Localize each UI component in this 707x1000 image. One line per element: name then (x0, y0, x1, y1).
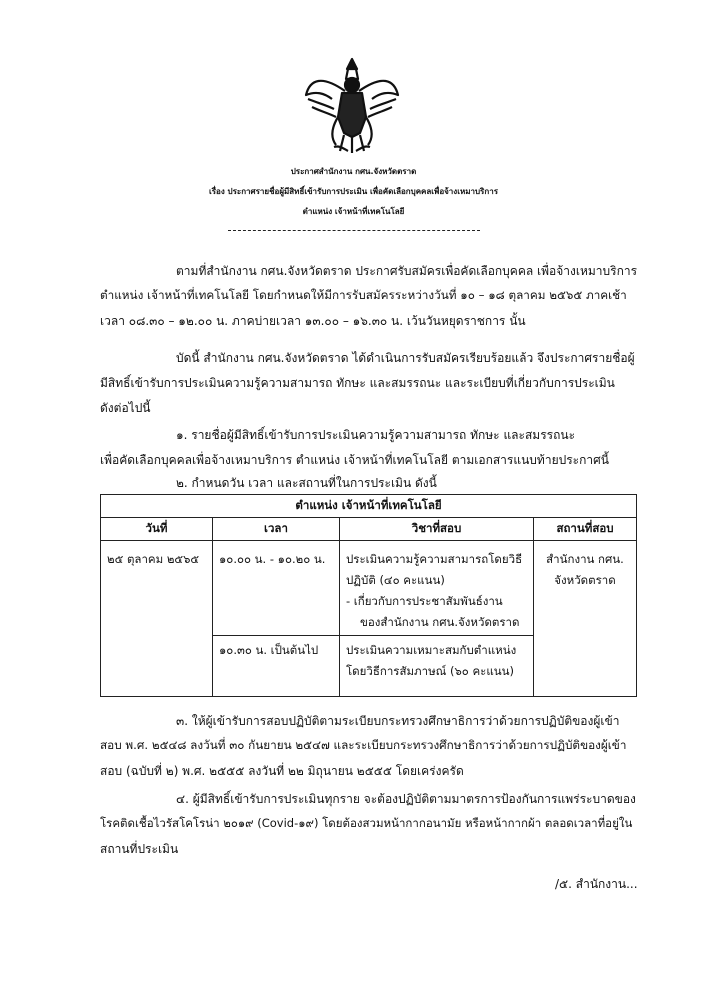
subject-line: ประเมินความเหมาะสมกับตำแหน่ง (346, 643, 517, 657)
item-4-line-1: ๔. ผู้มีสิทธิ์เข้ารับการประเมินทุกราย จะต้องปฏิบัติตามมาตรการป้องกันการแพร่ระบาดของ (176, 792, 636, 806)
garuda-emblem-icon (302, 55, 402, 155)
paragraph-2-line-2: มีสิทธิ์เข้ารับการประเมินความรู้ความสามารถ ทักษะ และสมรรถนะ และระเบียบที่เกี่ยวกับการประเมิน (100, 376, 615, 390)
col-header-time: เวลา (213, 518, 340, 541)
item-3-line-3: สอบ (ฉบับที่ ๒) พ.ศ. ๒๕๕๕ ลงวันที่ ๒๒ มิถุนายน ๒๕๕๕ โดยเคร่งครัด (100, 764, 464, 778)
announcement-title: ประกาศสำนักงาน กศน.จังหวัดตราด (290, 167, 417, 176)
place-line: สำนักงาน กศน. (546, 552, 624, 566)
item-2-line: ๒. กำหนดวัน เวลา และสถานที่ในการประเมิน ดังนี้ (176, 476, 437, 490)
exam-time: ๑๐.๐๐ น. - ๑๐.๒๐ น. (219, 552, 326, 566)
subject-line: โดยวิธีการสัมภาษณ์ (๖๐ คะแนน) (346, 664, 514, 678)
paragraph-2-line-1: บัดนี้ สำนักงาน กศน.จังหวัดตราด ได้ดำเนินการรับสมัครเรียบร้อยแล้ว จึงประกาศรายชื่อผู้ (176, 351, 635, 365)
subject-line: ประเมินความรู้ความสามารถโดยวิธี (346, 552, 523, 566)
item-4-line-3: สถานที่ประเมิน (100, 842, 179, 856)
announcement-position: ตำแหน่ง เจ้าหน้าที่เทคโนโลยี (302, 207, 405, 216)
item-3-line-1: ๓. ให้ผู้เข้ารับการสอบปฏิบัติตามระเบียบกระทรวงศึกษาธิการว่าด้วยการปฏิบัติของผู้เข้า (176, 714, 620, 728)
item-1-line-1: ๑. รายชื่อผู้มีสิทธิ์เข้ารับการประเมินความรู้ความสามารถ ทักษะ และสมรรถนะ (176, 428, 576, 442)
col-header-place: สถานที่สอบ (534, 518, 637, 541)
subject-line: ปฏิบัติ (๔๐ คะแนน) (346, 573, 445, 587)
table-title: ตำแหน่ง เจ้าหน้าที่เทคโนโลยี (101, 495, 637, 518)
place-line: จังหวัดตราด (554, 573, 616, 587)
col-header-subject: วิชาที่สอบ (340, 518, 534, 541)
table-header-row (101, 518, 637, 541)
paragraph-1-line-1: ตามที่สำนักงาน กศน.จังหวัดตราด ประกาศรับสมัครเพื่อคัดเลือกบุคคล เพื่อจ้างเหมาบริการ (176, 264, 638, 278)
header-divider (228, 230, 480, 231)
item-4-line-2: โรคติดเชื้อไวรัสโคโรน่า ๒๐๑๙ (Covid-๑๙) โดยต้องสวมหน้ากากอนามัย หรือหน้ากากผ้า ตลอดเวลาที่อยู่ใน (100, 816, 633, 830)
exam-time: ๑๐.๓๐ น. เป็นต้นไป (219, 643, 319, 657)
schedule-table (100, 494, 637, 697)
subject-bullet-cont: ของสำนักงาน กศน.จังหวัดตราด (360, 615, 520, 629)
subject-bullet: - เกี่ยวกับการประชาสัมพันธ์งาน (346, 594, 503, 608)
continued-reference: /๕. สำนักงาน... (555, 877, 638, 891)
paragraph-2-line-3: ดังต่อไปนี้ (100, 401, 151, 415)
subject-cell (340, 541, 534, 636)
col-header-date: วันที่ (101, 518, 213, 541)
time-cell (213, 541, 340, 636)
place-cell (534, 541, 637, 697)
announcement-subject: เรื่อง ประกาศรายชื่อผู้มีสิทธิ์เข้ารับการประเมิน เพื่อคัดเลือกบุคคลเพื่อจ้างเหมาบริการ (209, 187, 498, 196)
subject-cell (340, 636, 534, 697)
table-title-row (101, 495, 637, 518)
table-row (101, 541, 637, 636)
paragraph-1-line-2: ตำแหน่ง เจ้าหน้าที่เทคโนโลยี โดยกำหนดให้มีการรับสมัครระหว่างวันที่ ๑๐ – ๑๘ ตุลาคม ๒๕๖๕ ภาคเช้า (100, 288, 627, 302)
item-1-line-2: เพื่อคัดเลือกบุคคลเพื่อจ้างเหมาบริการ ตำแหน่ง เจ้าหน้าที่เทคโนโลยี ตามเอกสารแนบท้ายประกาศนี้ (100, 453, 609, 467)
item-3-line-2: สอบ พ.ศ. ๒๕๔๘ ลงวันที่ ๓๐ กันยายน ๒๕๔๗ และระเบียบกระทรวงศึกษาธิการว่าด้วยการปฏิบัติของผู้เข้า (100, 738, 627, 752)
date-cell (101, 541, 213, 697)
time-cell (213, 636, 340, 697)
exam-date: ๒๕ ตุลาคม ๒๕๖๕ (107, 552, 200, 566)
paragraph-1-line-3: เวลา ๐๘.๓๐ – ๑๒.๐๐ น. ภาคบ่ายเวลา ๑๓.๐๐ – ๑๖.๓๐ น. เว้นวันหยุดราชการ นั้น (100, 314, 526, 328)
